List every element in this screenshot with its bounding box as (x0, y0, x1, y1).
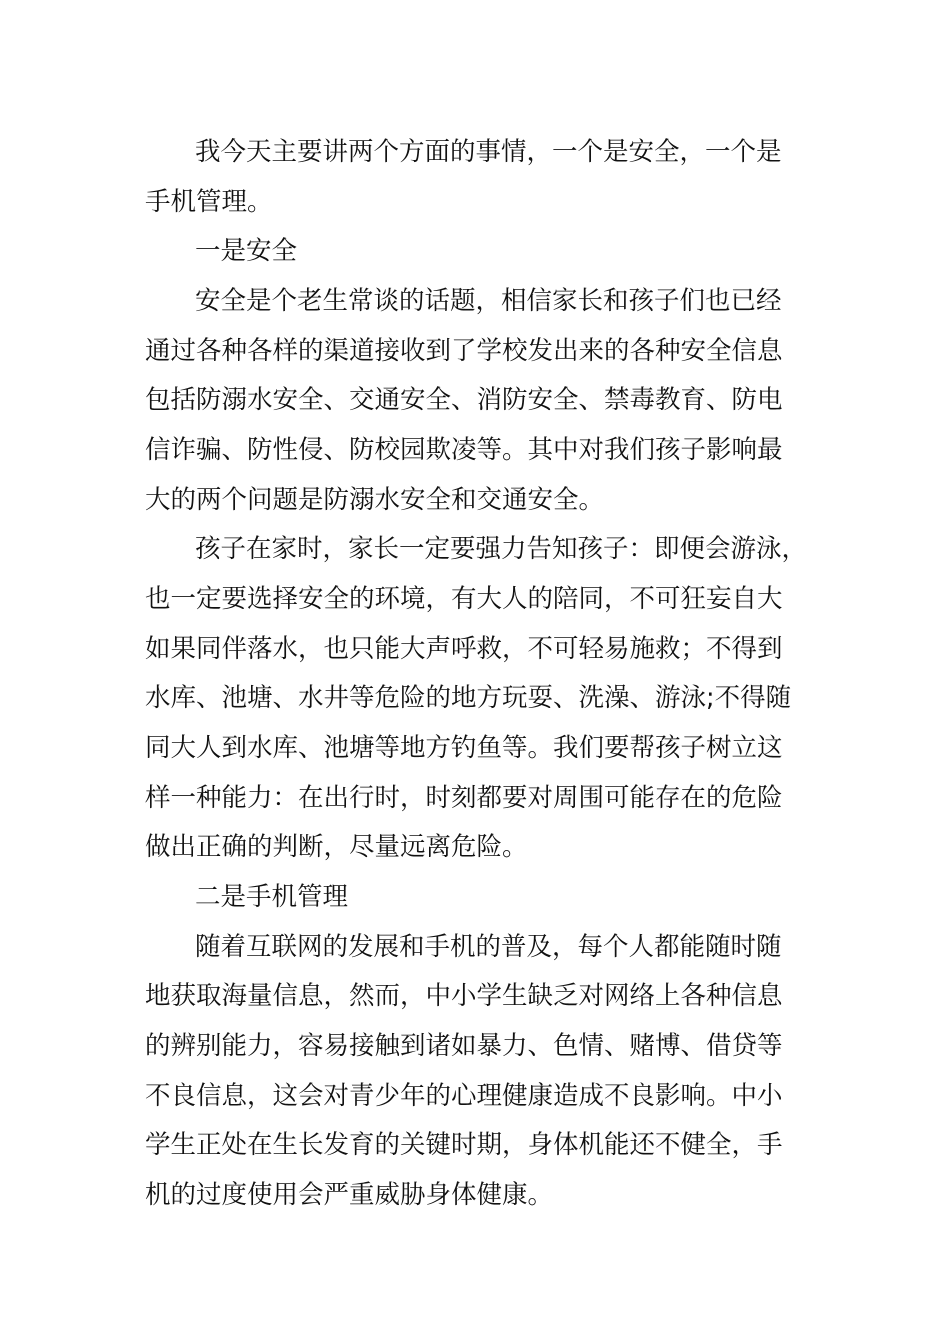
section-heading-safety: 一是安全 (195, 236, 298, 266)
text-line: 不良信息，这会对青少年的心理健康造成不良影响。中小 (145, 1081, 783, 1111)
text-line: 的辨别能力，容易接触到诸如暴力、色情、赌博、借贷等 (145, 1031, 783, 1061)
text-line: 样一种能力：在出行时，时刻都要对周围可能存在的危险 (145, 783, 783, 813)
text-line: 机的过度使用会严重威胁身体健康。 (145, 1180, 554, 1210)
text-line: 大的两个问题是防溺水安全和交通安全。 (145, 485, 605, 515)
text-line: 包括防溺水安全、交通安全、消防安全、禁毒教育、防电 (145, 385, 783, 415)
text-line: 安全是个老生常谈的话题，相信家长和孩子们也已经 (195, 286, 782, 316)
text-line: 通过各种各样的渠道接收到了学校发出来的各种安全信息 (145, 336, 783, 366)
text-line: 水库、池塘、水井等危险的地方玩耍、洗澡、游泳;不得随 (145, 683, 792, 713)
text-line: 做出正确的判断，尽量远离危险。 (145, 832, 528, 862)
text-line: 如果同伴落水，也只能大声呼救，不可轻易施救；不得到 (145, 634, 783, 664)
text-line: 也一定要选择安全的环境，有大人的陪同，不可狂妄自大 (145, 584, 783, 614)
text-line: 孩子在家时，家长一定要强力告知孩子：即便会游泳， (195, 534, 808, 564)
text-line: 学生正处在生长发育的关键时期，身体机能还不健全，手 (145, 1130, 783, 1160)
text-line: 信诈骗、防性侵、防校园欺凌等。其中对我们孩子影响最 (145, 435, 783, 465)
text-line: 随着互联网的发展和手机的普及，每个人都能随时随 (195, 932, 782, 962)
text-line: 手机管理。 (145, 187, 273, 217)
text-line: 我今天主要讲两个方面的事情，一个是安全，一个是 (195, 137, 782, 167)
text-line: 地获取海量信息，然而，中小学生缺乏对网络上各种信息 (145, 981, 783, 1011)
text-line: 同大人到水库、池塘等地方钓鱼等。我们要帮孩子树立这 (145, 733, 783, 763)
section-heading-phone: 二是手机管理 (195, 882, 349, 912)
